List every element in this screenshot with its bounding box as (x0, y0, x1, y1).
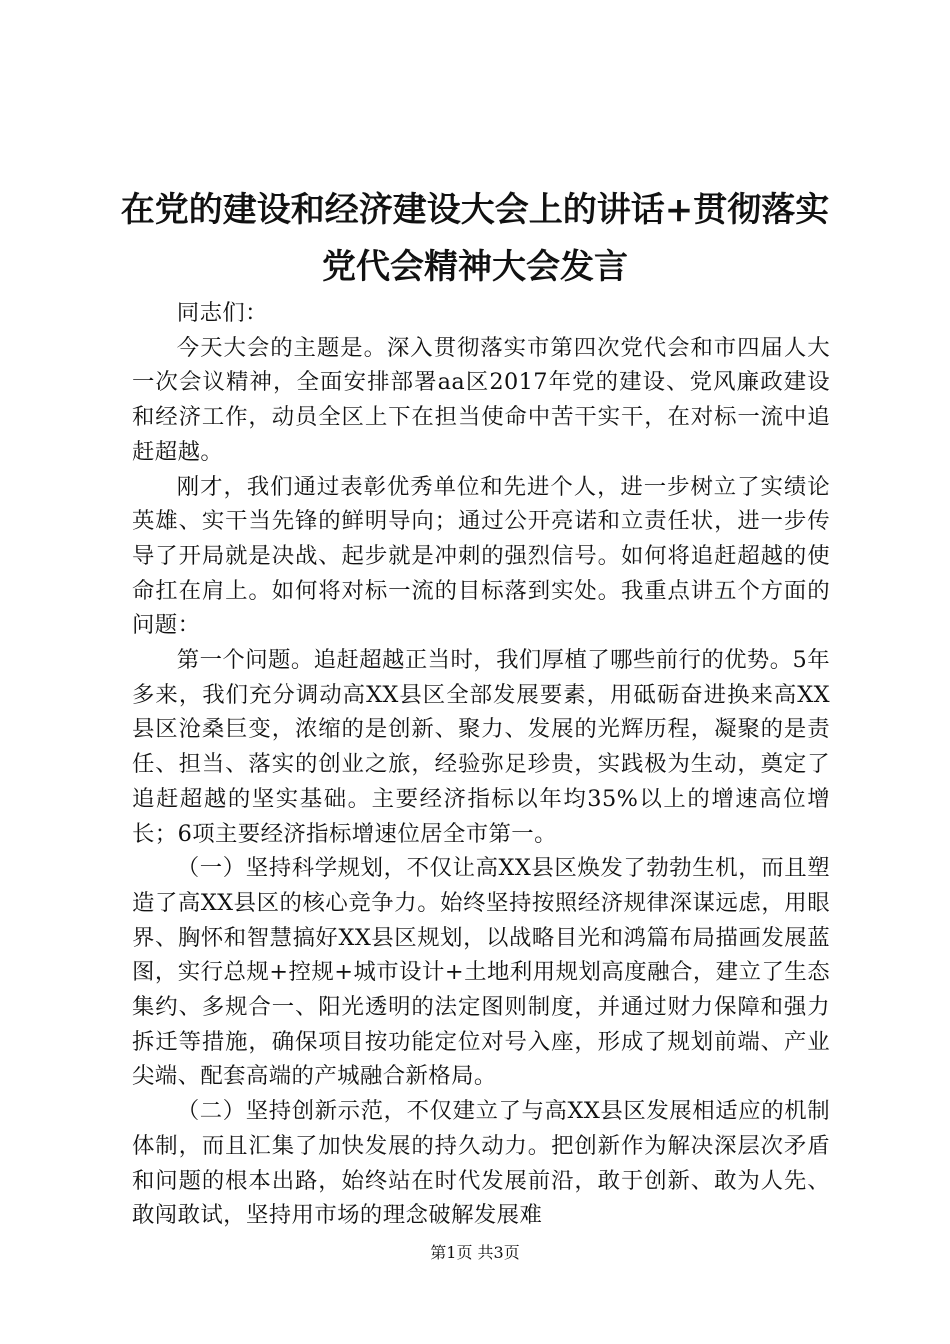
document-body (132, 296, 830, 1233)
page-number-footer: 第1页 共3页 (430, 1243, 520, 1262)
paragraph-first-question: 第一个问题。追赶超越正当时，我们厚植了哪些前行的优势。5年多来，我们充分调动高XX县区全部发展要素，用砥砺奋进换来高XX县区沧桑巨变，浓缩的是创新、聚力、发展的光辉历程，凝聚的是责任、担当、落实的创业之旅，经验弥足珍贵，实践极为生动，奠定了追赶超越的坚实基础。主要经济指标以年均35%以上的增速高位增长；6项主要经济指标增速位居全市第一。 (132, 647, 830, 847)
paragraph-meeting-theme: 今天大会的主题是。深入贯彻落实市第四次党代会和市四届人大一次会议精神，全面安排部署aa区2017年党的建设、党风廉政建设和经济工作，动员全区上下在担当使命中苦干实干，在对标一流中追赶超越。 (132, 334, 830, 465)
paragraph-section-2: （二）坚持创新示范，不仅建立了与高XX县区发展相适应的机制体制，而且汇集了加快发展的持久动力。把创新作为解决深层次矛盾和问题的根本出路，始终站在时代发展前沿，敢于创新、敢为人先、敢闯敢试，坚持用市场的理念破解发展难 (132, 1098, 830, 1229)
document-title: 在党的建设和经济建设大会上的讲话+贯彻落实党代会精神大会发言 (120, 190, 830, 287)
paragraph-introduction: 刚才，我们通过表彰优秀单位和先进个人，进一步树立了实绩论英雄、实干当先锋的鲜明导向；通过公开亮诺和立责任状，进一步传导了开局就是决战、起步就是冲刺的强烈信号。如何将追赶超越的使命扛在肩上。如何将对标一流的目标落到实处。我重点讲五个方面的问题： (132, 473, 830, 639)
salutation: 同志们： (176, 300, 268, 326)
paragraph-section-1: （一）坚持科学规划，不仅让高XX县区焕发了勃勃生机，而且塑造了高XX县区的核心竞争力。始终坚持按照经济规律深谋远虑，用眼界、胸怀和智慧搞好XX县区规划，以战略目光和鸿篇布局描画发展蓝图，实行总规+控规+城市设计+土地利用规划高度融合，建立了生态集约、多规合一、阳光透明的法定图则制度，并通过财力保障和强力拆迁等措施，确保项目按功能定位对号入座，形成了规划前端、产业尖端、配套高端的产城融合新格局。 (132, 855, 830, 1090)
